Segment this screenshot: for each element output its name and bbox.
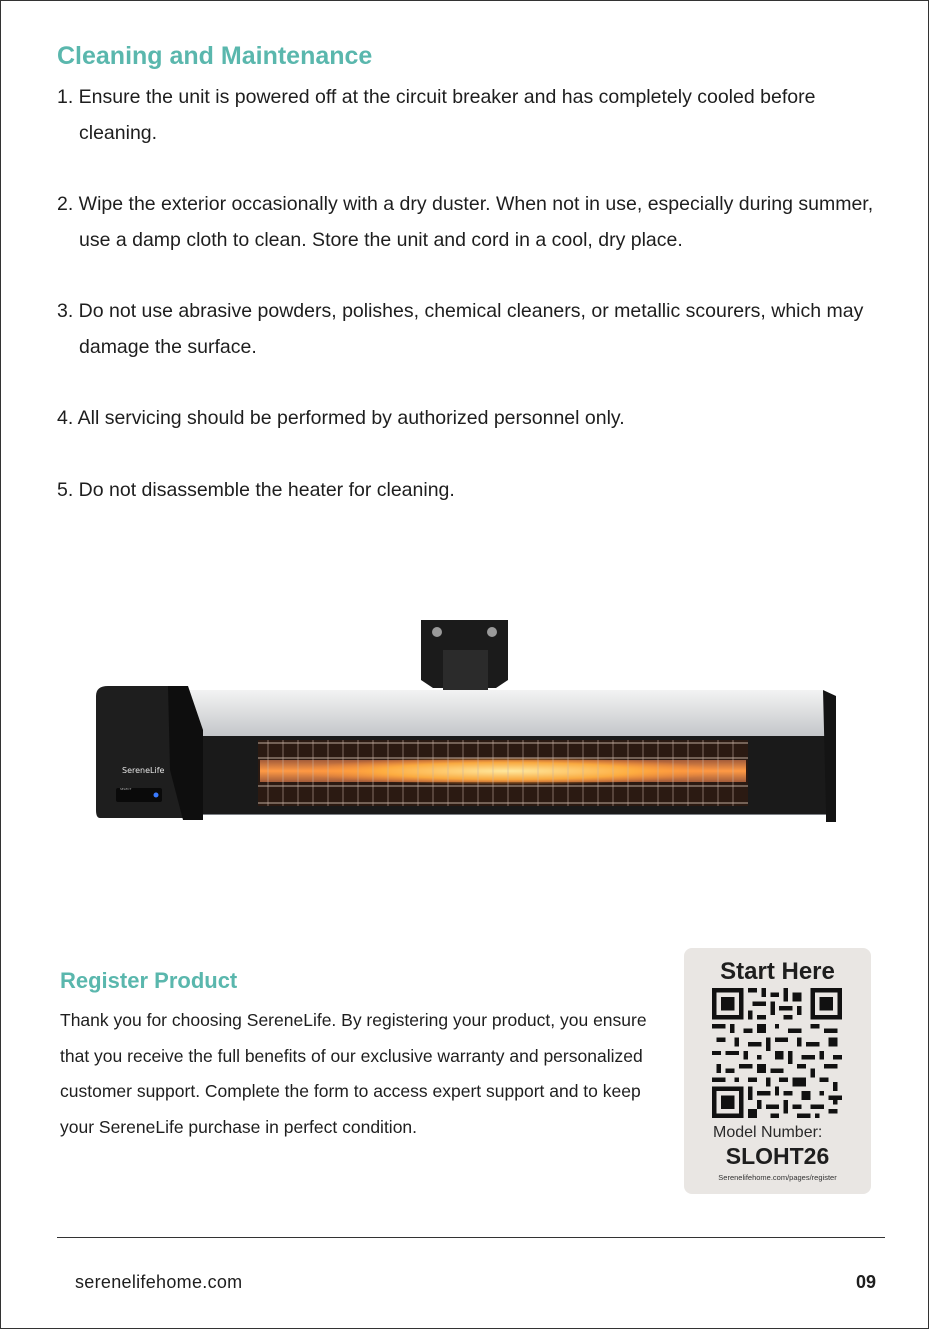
heater-panel-label: SELECT [120,787,132,791]
register-title: Register Product [60,968,238,993]
step-3: 3. Do not use abrasive powders, polishes, chemical cleaners, or metallic scourers, which may damage the surface. [57,300,864,358]
qr-code-icon[interactable] [712,988,842,1118]
footer-website[interactable]: serenelifehome.com [75,1272,243,1292]
heater-illustration [88,610,838,830]
step-2: 2. Wipe the exterior occasionally with a dry duster. When not in use, especially during summer, use a damp cloth to clean. Store the unit and cord in a cool, dry place. [57,193,874,251]
heater-image [88,610,838,830]
model-number-value: SLOHT26 [725,1143,830,1169]
cleaning-title: Cleaning and Maintenance [57,42,373,70]
step-1: 1. Ensure the unit is powered off at the circuit breaker and has completely cooled before cleaning. [57,86,816,144]
step-5: 5. Do not disassemble the heater for cleaning. [57,478,455,501]
model-number-label: Model Number: [713,1124,823,1141]
heater-brand-label: SereneLife [122,766,165,775]
register-body: Thank you for choosing SereneLife. By registering your product, you ensure that you receive the full benefits of our exclusive warranty and personalized customer support. Complete the form to access expert support and to keep your SereneLife purchase in perfect condition. [60,1010,647,1137]
footer-divider [57,1237,885,1238]
qr-heading: Start Here [720,958,835,985]
page-number: 09 [855,1272,876,1292]
register-url[interactable]: Serenelifehome.com/pages/register [718,1173,837,1182]
qr-card [684,948,871,1194]
cleaning-steps [57,80,897,544]
step-4: 4. All servicing should be performed by authorized personnel only. [57,407,625,429]
